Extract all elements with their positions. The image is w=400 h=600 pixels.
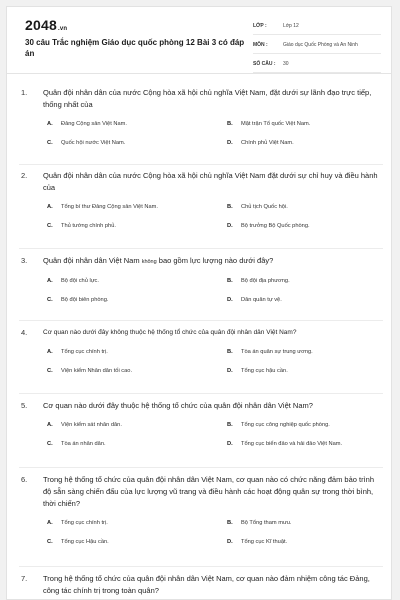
meta-value: 30 [283, 61, 289, 67]
option-d[interactable] [199, 441, 379, 447]
option-letter: B. [227, 422, 233, 428]
question-number: 2. [21, 171, 28, 180]
option-text: Tổng cục Hậu cần. [61, 539, 109, 545]
option-c[interactable] [19, 140, 199, 146]
option-letter: D. [227, 539, 233, 545]
option-text: Đảng Cộng sản Việt Nam. [61, 121, 127, 127]
question-text: Quân đội nhân dân của nước Cộng hòa xã hội chủ nghĩa Việt Nam, đặt dưới sự lãnh đạo trực tiếp, thống nhất của [43, 88, 372, 109]
option-text: Bộ đội địa phương. [241, 278, 290, 284]
option-d[interactable] [199, 140, 379, 146]
option-letter: C. [47, 297, 53, 303]
option-a[interactable] [19, 278, 199, 284]
option-a[interactable] [19, 520, 199, 526]
question-number: 4. [21, 328, 28, 337]
question-text: Cơ quan nào dưới đây thuộc hệ thống tổ chức của quân đội nhân dân Việt Nam? [43, 401, 313, 410]
option-letter: A. [47, 520, 53, 526]
option-text: Bộ đội chủ lực. [61, 278, 99, 284]
option-text: Quốc hội nước Việt Nam. [61, 140, 126, 146]
option-letter: B. [227, 121, 233, 127]
option-c[interactable] [19, 297, 199, 303]
option-text: Tổng cục chính trị. [61, 520, 108, 526]
option-letter: D. [227, 140, 233, 146]
option-text: Mặt trận Tổ quốc Việt Nam. [241, 121, 311, 127]
logo-suffix: .vn [57, 26, 68, 32]
option-text: Bộ Tổng tham mưu. [241, 520, 292, 526]
page-title: 30 câu Trắc nghiệm Giáo dục quốc phòng 12 Bài 3 có đáp án [25, 38, 245, 58]
divider [19, 393, 383, 394]
question-number: 6. [21, 475, 28, 484]
question-4 [19, 327, 383, 374]
answer-options [19, 422, 383, 447]
question-1 [19, 87, 383, 146]
option-text: Tổng bí thư Đảng Cộng sản Việt Nam. [61, 204, 158, 210]
question-text: Trong hệ thống tổ chức của quân đội nhân dân Việt Nam, cơ quan nào đảm nhiệm công tác Đảng, công tác chính trị trong toàn quân? [43, 574, 370, 595]
option-d[interactable] [199, 539, 379, 545]
option-letter: D. [227, 441, 233, 447]
option-text: Viện kiểm Nhân dân tối cao. [61, 368, 133, 374]
meta-info [253, 18, 381, 75]
document-page [6, 6, 392, 600]
option-letter: C. [47, 368, 53, 374]
option-d[interactable] [199, 223, 379, 229]
option-letter: C. [47, 223, 53, 229]
divider [19, 164, 383, 165]
option-c[interactable] [19, 223, 199, 229]
option-a[interactable] [19, 204, 199, 210]
option-a[interactable] [19, 422, 199, 428]
option-a[interactable] [19, 349, 199, 355]
option-letter: D. [227, 368, 233, 374]
option-text: Dân quân tự vệ. [241, 297, 282, 303]
option-text: Tòa án nhân dân. [61, 441, 106, 447]
option-letter: C. [47, 140, 53, 146]
emphasis-word: không [141, 259, 157, 265]
option-b[interactable] [199, 349, 379, 355]
option-letter: D. [227, 297, 233, 303]
question-text: Quân đội nhân dân Việt Nam không bao gồm lực lượng nào dưới đây? [43, 256, 274, 265]
meta-row-subject [253, 37, 381, 54]
question-text: Quân đội nhân dân của nước Cộng hòa xã hội chủ nghĩa Việt Nam đặt dưới sự chỉ huy và điều hành của [43, 171, 378, 192]
answer-options [19, 520, 383, 545]
option-d[interactable] [199, 297, 379, 303]
divider [19, 566, 383, 567]
meta-key: MÔN : [253, 42, 268, 48]
meta-value: Giáo dục Quốc Phòng và An Ninh [283, 42, 358, 48]
answer-options [19, 204, 383, 229]
option-text: Tổng cục Kĩ thuật. [241, 539, 288, 545]
answer-options [19, 278, 383, 303]
question-5 [19, 400, 383, 447]
option-c[interactable] [19, 441, 199, 447]
option-letter: C. [47, 441, 53, 447]
question-number: 3. [21, 256, 28, 265]
option-d[interactable] [199, 368, 379, 374]
divider [19, 320, 383, 321]
option-text: Tòa án quân sự trung ương. [241, 349, 313, 355]
option-b[interactable] [199, 520, 379, 526]
option-a[interactable] [19, 121, 199, 127]
option-c[interactable] [19, 539, 199, 545]
question-7 [19, 573, 383, 597]
question-number: 5. [21, 401, 28, 410]
option-text: Chủ tịch Quốc hội. [241, 204, 288, 210]
option-letter: B. [227, 278, 233, 284]
question-number: 7. [21, 574, 28, 583]
document-header [7, 7, 391, 74]
option-letter: A. [47, 121, 53, 127]
option-letter: A. [47, 278, 53, 284]
option-text: Tổng cục chính trị. [61, 349, 108, 355]
site-logo[interactable]: 2048.vn [25, 17, 68, 33]
answer-options [19, 349, 383, 374]
option-text: Thủ tướng chính phủ. [61, 223, 116, 229]
option-b[interactable] [199, 422, 379, 428]
option-text: Viện kiểm sát nhân dân. [61, 422, 122, 428]
option-text: Chính phủ Việt Nam. [241, 140, 294, 146]
option-letter: B. [227, 520, 233, 526]
meta-row-class [253, 18, 381, 35]
option-letter: B. [227, 349, 233, 355]
option-letter: A. [47, 349, 53, 355]
meta-value: Lớp 12 [283, 23, 299, 29]
meta-row-count [253, 56, 381, 73]
option-letter: B. [227, 204, 233, 210]
meta-key: SỐ CÂU : [253, 61, 276, 67]
option-letter: D. [227, 223, 233, 229]
option-text: Bộ trưởng Bộ Quốc phòng. [241, 223, 310, 229]
option-b[interactable] [199, 121, 379, 127]
question-3 [19, 255, 383, 303]
question-2 [19, 170, 383, 229]
option-b[interactable] [199, 278, 379, 284]
divider [19, 248, 383, 249]
question-text: Cơ quan nào dưới đây không thuộc hệ thống tổ chức của quân đội nhân dân Việt Nam? [43, 329, 297, 336]
option-text: Tổng cục biển đảo và hải đảo Việt Nam. [241, 441, 343, 447]
question-number: 1. [21, 88, 28, 97]
option-letter: C. [47, 539, 53, 545]
meta-key: LỚP : [253, 23, 267, 29]
option-letter: A. [47, 422, 53, 428]
option-text: Tổng cục công nghiệp quốc phòng. [241, 422, 330, 428]
option-b[interactable] [199, 204, 379, 210]
option-text: Tổng cục hậu cần. [241, 368, 288, 374]
question-text: Trong hệ thống tổ chức của quân đội nhân dân Việt Nam, cơ quan nào có chức năng đảm bảo trình độ sẵn sàng chiến đấu của lực lượng vũ trang và điều hành các hoạt động quân sự trong thời bình, thời chiến? [43, 475, 375, 508]
option-letter: A. [47, 204, 53, 210]
option-text: Bộ đội biên phòng. [61, 297, 109, 303]
option-c[interactable] [19, 368, 199, 374]
divider [19, 467, 383, 468]
answer-options [19, 121, 383, 146]
question-6 [19, 474, 383, 545]
